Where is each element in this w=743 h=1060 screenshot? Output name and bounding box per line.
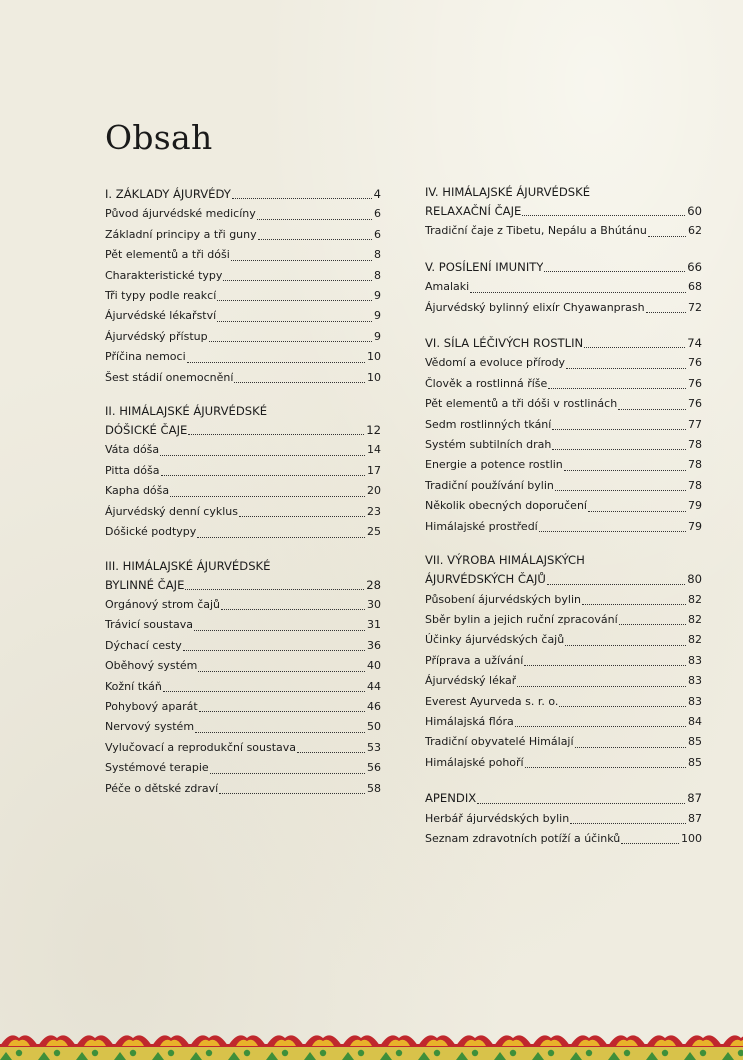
page-number: 28 [366, 577, 381, 592]
page-number: 56 [367, 761, 381, 775]
toc-section [425, 333, 702, 537]
page-number: 82 [688, 633, 702, 647]
dot-leader [547, 584, 685, 585]
dot-leader [522, 215, 685, 216]
dot-leader [160, 455, 365, 456]
page-number: 78 [688, 478, 702, 492]
page-number: 82 [688, 592, 702, 606]
section-heading-first-line: III. HIMÁLAJSKÉ ÁJURVÉDSKÉ [105, 558, 271, 573]
dot-leader [646, 312, 686, 313]
toc-entry[interactable] [105, 368, 381, 388]
page-number: 17 [367, 463, 381, 477]
section-heading-first-line: VII. VÝROBA HIMÁLAJSKÝCH [425, 553, 585, 568]
page-number: 78 [688, 438, 702, 452]
toc-entry[interactable] [105, 758, 381, 778]
toc-entry[interactable] [105, 656, 381, 676]
page-number: 60 [687, 204, 702, 218]
section-heading[interactable] [425, 257, 702, 277]
section-heading[interactable] [425, 333, 702, 353]
page-number: 83 [688, 653, 702, 667]
entry-label: Ájurvédský přístup [105, 329, 208, 343]
toc-entry[interactable] [425, 610, 702, 630]
page-number: 9 [374, 309, 381, 323]
page-number: 8 [374, 268, 381, 282]
toc-entry[interactable] [105, 266, 381, 286]
entry-label: Everest Ayurveda s. r. o. [425, 694, 559, 708]
section-heading[interactable] [425, 201, 702, 221]
toc-entry[interactable] [425, 753, 702, 773]
section-heading-first-line: IV. HIMÁLAJSKÉ ÁJURVÉDSKÉ [425, 185, 591, 199]
toc-entry[interactable] [105, 697, 381, 717]
dot-leader [470, 292, 686, 293]
entry-label: Šest stádií onemocnění [105, 370, 234, 384]
page-number: 9 [374, 289, 381, 303]
toc-entry[interactable] [425, 809, 702, 829]
dot-leader [197, 537, 365, 538]
section-heading-label: APENDIX [425, 791, 477, 806]
page-title: Obsah [105, 118, 213, 157]
entry-label: Charakteristické typy [105, 268, 223, 282]
dot-leader [221, 609, 365, 610]
entry-label: Pohybový aparát [105, 699, 198, 713]
bead-motif [282, 1050, 288, 1056]
entry-label: Tradiční čaje z Tibetu, Nepálu a Bhútánu [425, 224, 647, 238]
bead-motif [206, 1050, 212, 1056]
toc-entry[interactable] [105, 677, 381, 697]
dot-leader [199, 711, 365, 712]
dot-leader [161, 475, 366, 476]
dot-leader [234, 382, 365, 383]
toc-section [105, 403, 381, 542]
entry-label: Pět elementů a tři dóši v rostlinách [425, 397, 618, 411]
entry-label: Sběr bylin a jejich ruční zpracování [425, 612, 618, 626]
ornament-pattern [0, 1024, 743, 1060]
dot-leader [570, 823, 686, 824]
dot-leader [183, 650, 365, 651]
toc-section [425, 184, 702, 242]
dot-leader [198, 671, 365, 672]
dot-leader [548, 388, 686, 389]
section-heading[interactable] [105, 420, 381, 440]
dot-leader [565, 645, 686, 646]
toc-entry[interactable] [425, 829, 702, 849]
toc-entry[interactable] [425, 517, 702, 537]
toc-section [425, 257, 702, 318]
section-heading[interactable] [105, 575, 381, 595]
entry-label: Dóšické podtypy [105, 525, 197, 539]
toc-entry[interactable] [105, 225, 381, 245]
page-number: 31 [367, 618, 381, 632]
dot-leader [170, 496, 365, 497]
toc-entry[interactable] [425, 221, 702, 241]
entry-label: Příprava a užívání [425, 653, 524, 667]
page-number: 10 [367, 350, 381, 364]
page-number: 30 [367, 597, 381, 611]
page-number: 36 [367, 638, 381, 652]
section-heading-label: I. ZÁKLADY ÁJURVÉDY [105, 187, 231, 201]
dot-leader [258, 239, 372, 240]
border-base-band [0, 1046, 743, 1060]
page-number: 58 [367, 781, 381, 795]
page-number: 76 [688, 376, 702, 390]
bead-motif [320, 1050, 326, 1056]
dot-leader [477, 803, 685, 804]
entry-label: Systém subtilních drah [425, 438, 552, 452]
entry-label: Amalaki [425, 280, 470, 294]
toc-entry[interactable] [425, 277, 702, 297]
dot-leader [559, 706, 686, 707]
entry-label: Tradiční používání bylin [425, 478, 554, 492]
section-heading-label: DÓŠICKÉ ČAJE [105, 423, 188, 438]
page-number: 68 [688, 280, 702, 294]
dot-leader [619, 624, 686, 625]
page-number: 25 [367, 525, 381, 539]
dot-leader [552, 449, 686, 450]
entry-label: Seznam zdravotních potíží a účinků [425, 831, 621, 845]
toc-entry[interactable] [425, 590, 702, 610]
entry-label: Systémové terapie [105, 761, 209, 775]
dot-leader [257, 219, 372, 220]
entry-label: Základní principy a tři guny [105, 227, 257, 241]
section-heading-label: RELAXAČNÍ ČAJE [425, 204, 522, 218]
toc-section [425, 788, 702, 849]
toc-entry[interactable] [105, 738, 381, 758]
page-number: 4 [373, 187, 381, 201]
entry-label: Herbář ájurvédských bylin [425, 811, 570, 825]
toc-entry[interactable] [425, 732, 702, 752]
entry-label: Dýchací cesty [105, 638, 182, 652]
toc-entry[interactable] [105, 717, 381, 737]
page-number: 72 [688, 300, 702, 314]
toc-entry[interactable] [105, 595, 381, 615]
toc-entry[interactable] [105, 461, 381, 481]
page-number: 76 [688, 397, 702, 411]
toc-entry[interactable] [105, 615, 381, 635]
entry-label: Pitta dóša [105, 463, 160, 477]
bead-motif [92, 1050, 98, 1056]
page-number: 14 [367, 443, 381, 457]
entry-label: Orgánový strom čajů [105, 597, 221, 611]
toc-entry[interactable] [105, 245, 381, 265]
bead-motif [168, 1050, 174, 1056]
entry-label: Ájurvédský denní cyklus [105, 504, 238, 518]
page-number: 77 [688, 417, 702, 431]
entry-label: Pět elementů a tři dóši [105, 248, 230, 262]
page-number: 87 [687, 791, 702, 806]
page-number: 20 [367, 484, 381, 498]
bead-motif [16, 1050, 22, 1056]
bead-motif [396, 1050, 402, 1056]
page-number: 82 [688, 612, 702, 626]
dot-leader [188, 434, 364, 435]
dot-leader [552, 429, 686, 430]
page-number: 76 [688, 356, 702, 370]
dot-leader [539, 531, 686, 532]
page-number: 85 [688, 755, 702, 769]
dot-leader [239, 516, 365, 517]
toc-section [105, 558, 381, 799]
entry-label: Tři typy podle reakcí [105, 289, 217, 303]
dot-leader [588, 511, 686, 512]
entry-label: Původ ájurvédské medicíny [105, 207, 256, 221]
dot-leader [194, 630, 365, 631]
entry-label: Nervový systém [105, 720, 195, 734]
page-number: 46 [367, 699, 381, 713]
toc-entry[interactable] [425, 671, 702, 691]
dot-leader [195, 732, 365, 733]
dot-leader [515, 726, 686, 727]
toc-entry[interactable] [105, 481, 381, 501]
dot-leader [217, 300, 372, 301]
toc-entry[interactable] [425, 476, 702, 496]
toc-entry[interactable] [105, 440, 381, 460]
entry-label: Působení ájurvédských bylin [425, 592, 582, 606]
entry-label: Energie a potence rostlin [425, 458, 563, 472]
page-number: 23 [367, 504, 381, 518]
dot-leader [297, 752, 365, 753]
toc-section [105, 184, 381, 388]
toc-entry[interactable] [105, 204, 381, 224]
bead-motif [358, 1050, 364, 1056]
dot-leader [564, 470, 686, 471]
bead-motif [54, 1050, 60, 1056]
page-number: 78 [688, 458, 702, 472]
decorative-border [0, 1024, 743, 1060]
toc-entry[interactable] [105, 779, 381, 799]
entry-label: Sedm rostlinných tkání [425, 417, 552, 431]
bead-motif [472, 1050, 478, 1056]
bead-motif [624, 1050, 630, 1056]
toc-entry[interactable] [425, 651, 702, 671]
section-heading-label: VI. SÍLA LÉČIVÝCH ROSTLIN [425, 336, 584, 351]
page-number: 85 [688, 735, 702, 749]
dot-leader [618, 409, 686, 410]
page-number: 79 [688, 519, 702, 533]
bead-motif [434, 1050, 440, 1056]
entry-label: Kapha dóša [105, 484, 170, 498]
toc-right-column [425, 184, 702, 864]
toc-section [425, 552, 702, 773]
entry-label: Váta dóša [105, 443, 160, 457]
page-number: 62 [688, 224, 702, 238]
dot-leader [232, 198, 372, 199]
toc-left-column [105, 184, 381, 814]
entry-label: Himálajské prostředí [425, 519, 538, 533]
section-heading-label: BYLINNÉ ČAJE [105, 577, 185, 592]
dot-leader [163, 691, 365, 692]
section-heading[interactable] [425, 569, 702, 589]
entry-label: Oběhový systém [105, 659, 198, 673]
dot-leader [219, 793, 365, 794]
bead-motif [510, 1050, 516, 1056]
section-heading-first-line: II. HIMÁLAJSKÉ ÁJURVÉDSKÉ [105, 404, 268, 419]
entry-label: Tradiční obyvatelé Himálají [425, 735, 574, 749]
section-heading-label: ÁJURVÉDSKÝCH ČAJŮ [425, 572, 546, 587]
page-number: 83 [688, 694, 702, 708]
bead-motif [130, 1050, 136, 1056]
page-number: 84 [688, 714, 702, 728]
toc-entry[interactable] [105, 286, 381, 306]
page-number: 6 [374, 207, 381, 221]
toc-entry[interactable] [105, 636, 381, 656]
toc-entry[interactable] [105, 347, 381, 367]
bead-motif [244, 1050, 250, 1056]
dot-leader [648, 236, 686, 237]
page-number: 74 [687, 336, 702, 351]
page-number: 66 [687, 259, 702, 274]
entry-label: Himálajské pohoří [425, 755, 524, 769]
toc-entry[interactable] [105, 502, 381, 522]
entry-label: Péče o dětské zdraví [105, 781, 219, 795]
toc-entry[interactable] [425, 298, 702, 318]
toc-entry[interactable] [105, 306, 381, 326]
toc-entry[interactable] [425, 455, 702, 475]
bead-motif [586, 1050, 592, 1056]
toc-entry[interactable] [425, 415, 702, 435]
dot-leader [621, 843, 679, 844]
page-number: 40 [367, 659, 381, 673]
dot-leader [187, 362, 365, 363]
entry-label: Trávicí soustava [105, 618, 193, 632]
dot-leader [217, 321, 372, 322]
section-heading[interactable] [425, 788, 702, 808]
dot-leader [210, 773, 365, 774]
toc-entry[interactable] [425, 496, 702, 516]
dot-leader [524, 665, 686, 666]
bead-motif [548, 1050, 554, 1056]
dot-leader [231, 260, 372, 261]
toc-entry[interactable] [425, 394, 702, 414]
bead-motif [662, 1050, 668, 1056]
toc-entry[interactable] [425, 630, 702, 650]
page-number: 80 [687, 572, 702, 587]
entry-label: Vylučovací a reprodukční soustava [105, 740, 297, 754]
page-number: 100 [681, 831, 702, 845]
toc-entry[interactable] [425, 353, 702, 373]
toc-entry[interactable] [105, 327, 381, 347]
dot-leader [223, 280, 372, 281]
dot-leader [555, 490, 686, 491]
dot-leader [566, 368, 686, 369]
dot-leader [544, 271, 685, 272]
bead-motif [700, 1050, 706, 1056]
entry-label: Kožní tkáň [105, 679, 162, 693]
toc-entry[interactable] [425, 712, 702, 732]
dot-leader [575, 747, 686, 748]
toc-entry[interactable] [105, 522, 381, 542]
entry-label: Ájurvédský lékař [425, 674, 517, 688]
page-number: 6 [374, 227, 381, 241]
dot-leader [185, 589, 364, 590]
dot-leader [517, 686, 686, 687]
page-number: 8 [374, 248, 381, 262]
entry-label: Ájurvédský bylinný elixír Chyawanprash [425, 300, 645, 314]
page-number: 12 [366, 423, 381, 438]
entry-label: Účinky ájurvédských čajů [425, 633, 565, 647]
page-number: 44 [367, 679, 381, 693]
page-number: 79 [688, 499, 702, 513]
entry-label: Himálajská flóra [425, 714, 514, 728]
page-number: 9 [374, 329, 381, 343]
toc-entry[interactable] [425, 374, 702, 394]
page-number: 83 [688, 674, 702, 688]
entry-label: Člověk a rostlinná říše [425, 376, 548, 390]
entry-label: Ájurvédské lékařství [105, 309, 217, 323]
dot-leader [209, 341, 372, 342]
section-heading[interactable] [105, 184, 381, 204]
entry-label: Vědomí a evoluce přírody [425, 356, 566, 370]
page-number: 10 [367, 370, 381, 384]
toc-entry[interactable] [425, 435, 702, 455]
entry-label: Několik obecných doporučení [425, 499, 587, 513]
page-number: 50 [367, 720, 381, 734]
section-heading-label: V. POSÍLENÍ IMUNITY [425, 259, 544, 274]
entry-label: Příčina nemoci [105, 350, 186, 364]
dot-leader [525, 767, 686, 768]
dot-leader [582, 604, 686, 605]
dot-leader [584, 347, 685, 348]
toc-entry[interactable] [425, 692, 702, 712]
page-number: 53 [367, 740, 381, 754]
page-number: 87 [688, 811, 702, 825]
